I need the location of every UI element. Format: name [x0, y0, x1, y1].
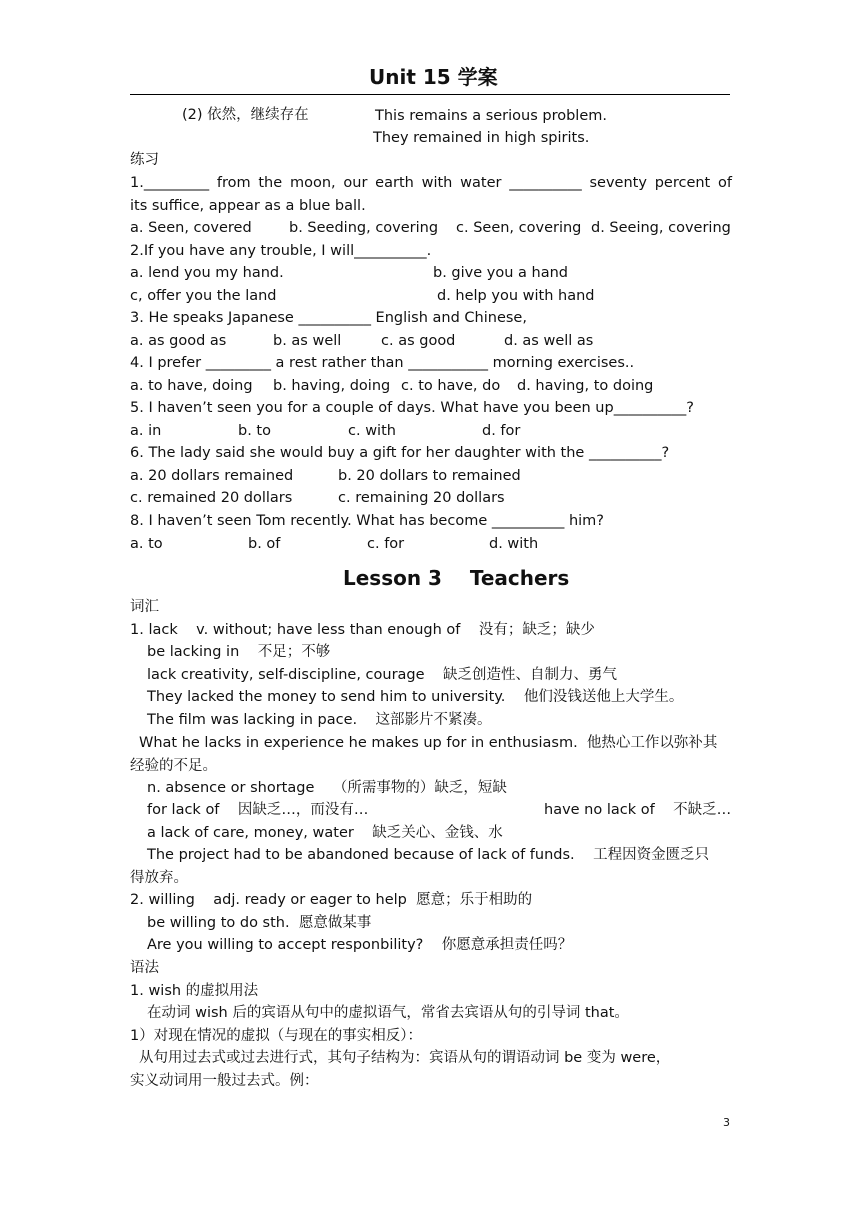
- question-5-option-a: a. in: [130, 423, 162, 439]
- question-1-option-c: c. Seen, covering: [456, 220, 582, 236]
- question-1-line-1: 1._________ from the moon, our earth with water __________ seventy percent of: [130, 175, 732, 191]
- question-8-option-c: c. for: [367, 536, 405, 552]
- question-1-line-2: its suffice, appear as a blue ball.: [130, 198, 366, 214]
- question-1-option-a: a. Seen, covered: [130, 220, 252, 236]
- question-1-option-b: b. Seeding, covering: [289, 220, 439, 236]
- question-4-option-d: d. having, to doing: [517, 378, 654, 394]
- lack-definition: 1. lack v. without; have less than enough of 没有；缺乏；缺少: [130, 622, 595, 638]
- header-rule: [130, 94, 730, 95]
- lack-example-6b: have no lack of 不缺乏…: [544, 802, 732, 818]
- question-3: 3. He speaks Japanese __________ English and Chinese,: [130, 310, 527, 326]
- unit-title: Unit 15 学案: [369, 65, 498, 89]
- question-8-option-a: a. to: [130, 536, 163, 552]
- remain-example-1: This remains a serious problem.: [375, 108, 607, 124]
- vocab-heading: 词汇: [130, 599, 159, 615]
- grammar-heading: 语法: [130, 960, 159, 976]
- question-8-option-d: d. with: [489, 536, 539, 552]
- question-3-option-a: a. as good as: [130, 333, 227, 349]
- question-6-option-a: a. 20 dollars remained: [130, 468, 294, 484]
- lack-example-4: The film was lacking in pace. 这部影片不紧凑。: [147, 712, 492, 728]
- willing-definition: 2. willing adj. ready or eager to help 愿意；乐于相助的: [130, 892, 533, 908]
- question-4-option-c: c. to have, do: [401, 378, 501, 394]
- grammar-paragraph-3-line-1: 从句用过去式或过去进行式，其句子结构为：宾语从句的谓语动词 be 变为 were，: [139, 1050, 671, 1066]
- question-3-option-b: b. as well: [273, 333, 342, 349]
- question-8: 8. I haven’t seen Tom recently. What has become __________ him?: [130, 513, 605, 529]
- willing-example-2: Are you willing to accept responbility? 你愿意承担责任吗？: [147, 937, 573, 953]
- question-1-option-d: d. Seeing, covering: [591, 220, 731, 236]
- question-3-option-d: d. as well as: [504, 333, 594, 349]
- question-2-option-a: a. lend you my hand.: [130, 265, 284, 281]
- page-number: 3: [723, 1116, 730, 1129]
- willing-example-1: be willing to do sth. 愿意做某事: [147, 915, 372, 931]
- question-2-option-c: c, offer you the land: [130, 288, 277, 304]
- question-2: 2.If you have any trouble, I will__________.: [130, 243, 432, 259]
- practice-heading: 练习: [130, 152, 159, 168]
- question-3-option-c: c. as good: [381, 333, 456, 349]
- question-6-option-c: c. remained 20 dollars: [130, 490, 293, 506]
- lack-example-7: a lack of care, money, water 缺乏关心、金钱、水: [147, 825, 503, 841]
- question-5-option-c: c. with: [348, 423, 396, 439]
- question-5-option-d: d. for: [482, 423, 521, 439]
- question-6-option-b: b. 20 dollars to remained: [338, 468, 521, 484]
- remain-example-2: They remained in high spirits.: [373, 130, 590, 146]
- lack-example-8-line-2: 得放弃。: [130, 870, 188, 886]
- grammar-paragraph-3-line-2: 实义动词用一般过去式。例：: [130, 1073, 319, 1089]
- lack-example-5-line-2: 经验的不足。: [130, 758, 217, 774]
- lack-example-1: be lacking in 不足；不够: [147, 644, 331, 660]
- question-4-option-a: a. to have, doing: [130, 378, 253, 394]
- question-2-option-d: d. help you with hand: [437, 288, 595, 304]
- question-5: 5. I haven’t seen you for a couple of days. What have you been up__________?: [130, 400, 694, 416]
- remain-label: (2) 依然，继续存在: [182, 107, 309, 123]
- grammar-paragraph-2: 1）对现在情况的虚拟（与现在的事实相反）：: [130, 1028, 422, 1044]
- lack-example-6a: for lack of 因缺乏…，而没有…: [147, 802, 369, 818]
- lesson-title: Lesson 3 Teachers: [343, 566, 570, 590]
- grammar-paragraph-1: 在动词 wish 后的宾语从句中的虚拟语气，常省去宾语从句的引导词 that。: [147, 1005, 629, 1021]
- lack-noun-definition: n. absence or shortage （所需事物的）缺乏，短缺: [147, 780, 507, 796]
- lack-example-5-line-1: What he lacks in experience he makes up for in enthusiasm. 他热心工作以弥补其: [139, 735, 718, 751]
- question-6-option-d: c. remaining 20 dollars: [338, 490, 505, 506]
- lack-example-8-line-1: The project had to be abandoned because of lack of funds. 工程因资金匮乏只: [147, 847, 710, 863]
- question-2-option-b: b. give you a hand: [433, 265, 568, 281]
- question-6: 6. The lady said she would buy a gift for her daughter with the __________?: [130, 445, 670, 461]
- lack-example-2: lack creativity, self-discipline, courage 缺乏创造性、自制力、勇气: [147, 667, 617, 683]
- question-4-option-b: b. having, doing: [273, 378, 391, 394]
- question-4: 4. I prefer _________ a rest rather than ___________ morning exercises..: [130, 355, 635, 371]
- question-5-option-b: b. to: [238, 423, 271, 439]
- lack-example-3: They lacked the money to send him to university. 他们没钱送他上大学生。: [147, 689, 684, 705]
- question-8-option-b: b. of: [248, 536, 281, 552]
- grammar-subheading: 1. wish 的虚拟用法: [130, 983, 259, 999]
